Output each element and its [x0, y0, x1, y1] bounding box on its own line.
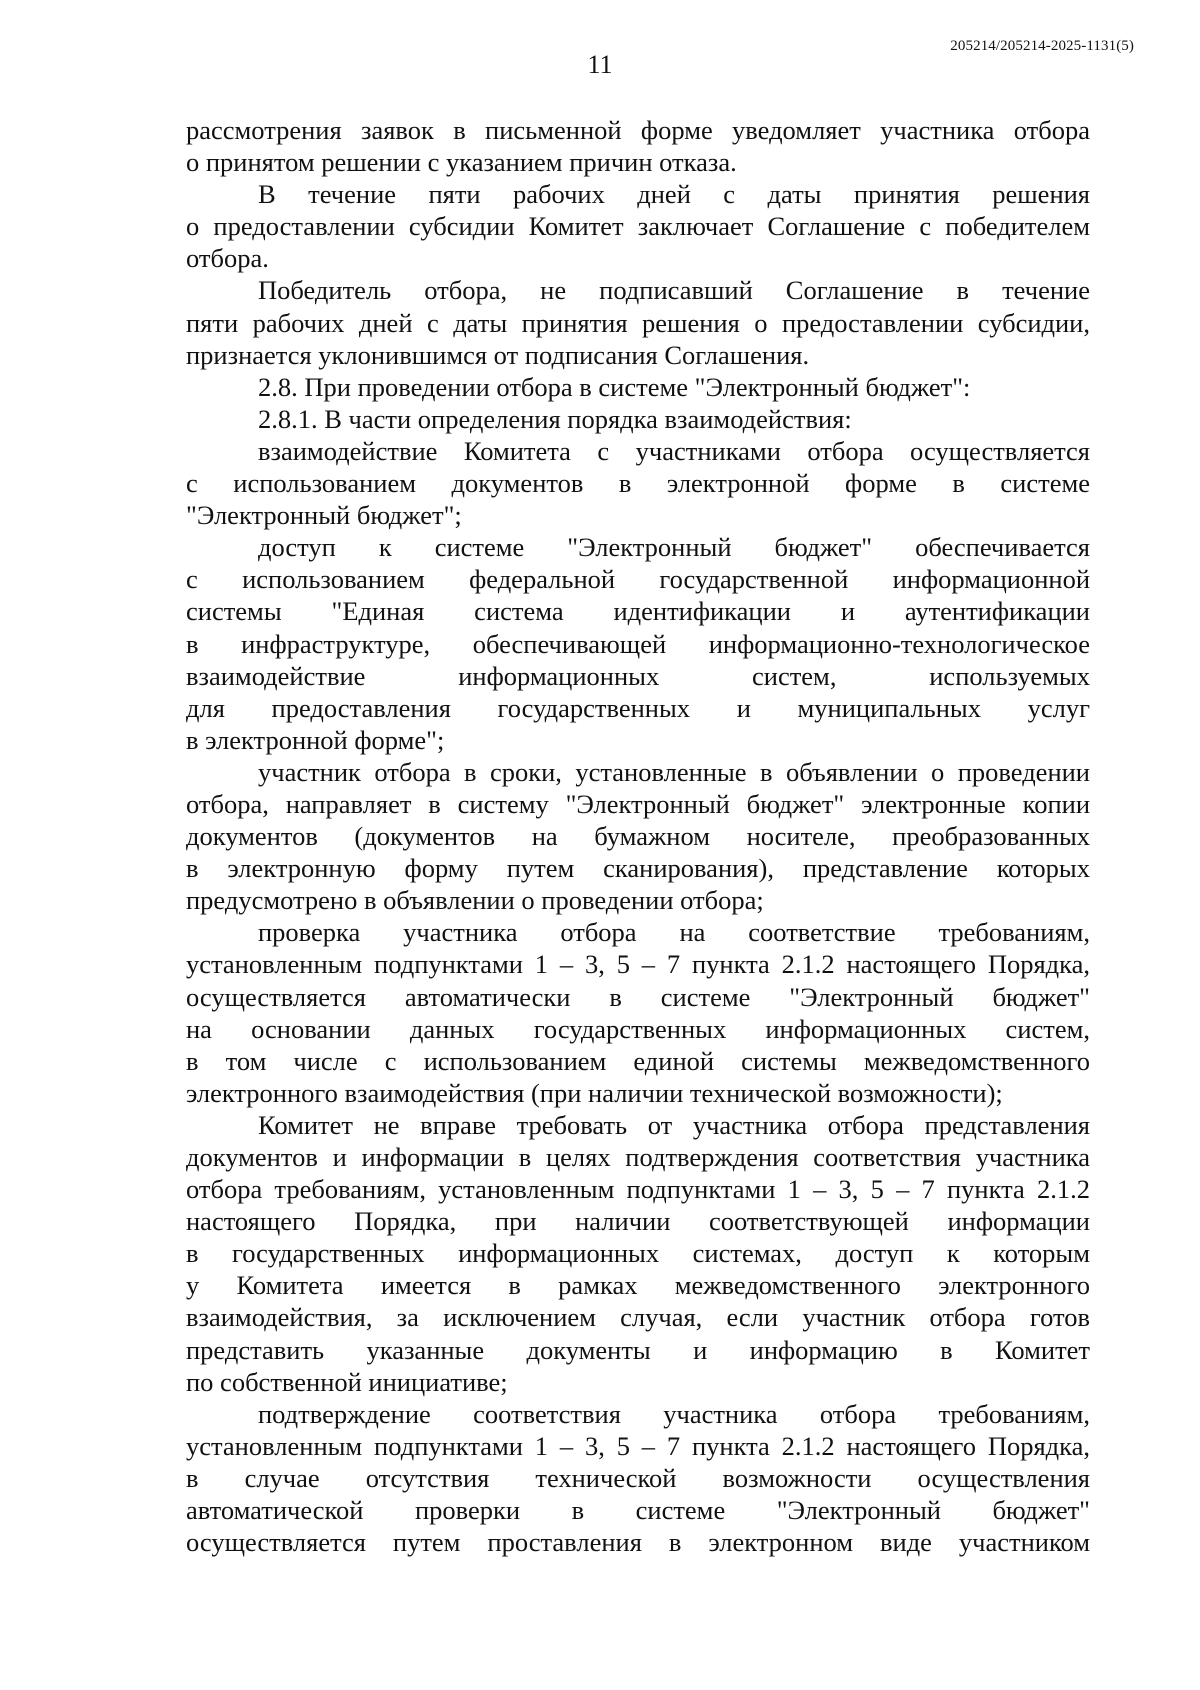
text-line: 2.8.1. В части определения порядка взаимодействия: [258, 403, 852, 434]
text-line: о предоставлении субсидии Комитет заключает Соглашение с победителем [186, 211, 1090, 242]
text-line: электронного взаимодействия (при наличии технической возможности); [186, 1077, 1003, 1108]
text-line: В течение пяти рабочих дней с даты принятия решения [258, 179, 1090, 210]
text-line: признается уклонившимся от подписания Соглашения. [186, 339, 810, 370]
text-line: подтверждение соответствия участника отбора требованиям, [258, 1398, 1090, 1429]
text-line: установленным подпунктами 1 – 3, 5 – 7 пункта 2.1.2 настоящего Порядка, [186, 949, 1090, 980]
text-line: для предоставления государственных и муниципальных услуг [186, 692, 1090, 723]
text-line: Победитель отбора, не подписавший Соглашение в течение [258, 275, 1090, 306]
text-line: рассмотрения заявок в письменной форме уведомляет участника отбора [186, 115, 1090, 145]
text-line: установленным подпунктами 1 – 3, 5 – 7 пункта 2.1.2 настоящего Порядка, [186, 1430, 1090, 1461]
text-line: в государственных информационных системах, доступ к которым [186, 1238, 1090, 1269]
text-line: пяти рабочих дней с даты принятия решения о предоставлении субсидии, [186, 307, 1090, 338]
text-line: осуществляется путем проставления в электронном виде участником [186, 1527, 1090, 1558]
document-body [186, 114, 1090, 1558]
text-line: доступ к системе "Электронный бюджет" обеспечивается [258, 532, 1090, 563]
text-line: в электронную форму путем сканирования), представление которых [186, 853, 1090, 884]
text-line: автоматической проверки в системе "Электронный бюджет" [186, 1495, 1090, 1526]
text-line: 2.8. При проведении отбора в системе "Электронный бюджет": [258, 371, 971, 402]
text-line: в том числе с использованием единой системы межведомственного [186, 1045, 1090, 1076]
text-line: отбора, направляет в систему "Электронный бюджет" электронные копии [186, 788, 1090, 819]
text-line: отбора. [186, 243, 269, 274]
document-id: 205214/205214-2025-1131(5) [950, 38, 1134, 54]
text-line: с использованием федеральной государственной информационной [186, 564, 1090, 595]
text-line: на основании данных государственных информационных систем, [186, 1013, 1090, 1044]
text-line: взаимодействия, за исключением случая, если участник отбора готов [186, 1302, 1090, 1333]
text-line: проверка участника отбора на соответствие требованиям, [258, 917, 1090, 948]
text-line: о принятом решении с указанием причин отказа. [186, 147, 737, 178]
text-line: предусмотрено в объявлении о проведении отбора; [186, 885, 764, 916]
text-line: отбора требованиям, установленным подпунктами 1 – 3, 5 – 7 пункта 2.1.2 [186, 1174, 1090, 1205]
text-line: Комитет не вправе требовать от участника отбора представления [258, 1109, 1090, 1140]
text-line: в случае отсутствия технической возможности осуществления [186, 1462, 1090, 1493]
text-line: документов (документов на бумажном носителе, преобразованных [186, 821, 1090, 852]
text-line: участник отбора в сроки, установленные в объявлении о проведении [258, 756, 1090, 787]
text-line: настоящего Порядка, при наличии соответствующей информации [186, 1206, 1090, 1237]
text-line: "Электронный бюджет"; [186, 500, 462, 531]
text-line: системы "Единая система идентификации и аутентификации [186, 596, 1090, 627]
text-line: взаимодействие Комитета с участниками отбора осуществляется [258, 435, 1090, 466]
text-line: взаимодействие информационных систем, используемых [186, 660, 1090, 691]
text-line: в электронной форме"; [186, 724, 445, 755]
text-line: по собственной инициативе; [186, 1366, 508, 1397]
text-line: в инфраструктуре, обеспечивающей информационно-технологическое [186, 628, 1090, 659]
page-number: 11 [587, 50, 613, 79]
text-line: осуществляется автоматически в системе "Электронный бюджет" [186, 981, 1090, 1012]
text-line: документов и информации в целях подтверждения соответствия участника [186, 1142, 1090, 1172]
text-line: представить указанные документы и информацию в Комитет [186, 1334, 1090, 1365]
text-line: у Комитета имеется в рамках межведомственного электронного [186, 1270, 1090, 1301]
text-line: с использованием документов в электронной форме в системе [186, 468, 1090, 499]
